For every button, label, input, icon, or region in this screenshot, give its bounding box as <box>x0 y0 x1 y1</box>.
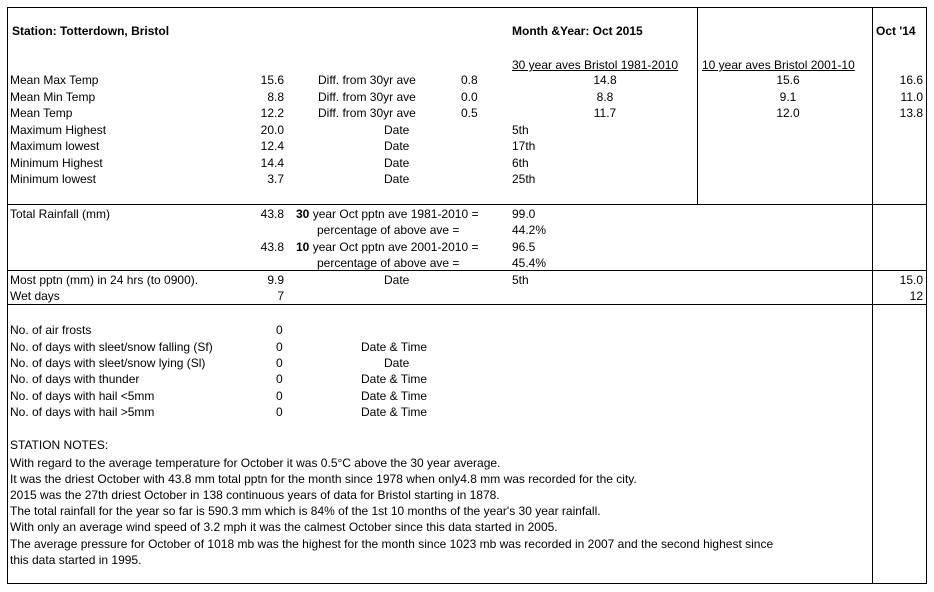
rainfall-ave30-label <box>296 207 478 221</box>
note-line: The total rainfall for the year so far is 590.3 mm which is 84% of the 1st 10 months of the year's 30 year rainfall. <box>10 504 601 518</box>
ave10-value: 15.6 <box>776 73 800 87</box>
prev-value: 13.8 <box>899 106 923 120</box>
count-value: 0 <box>276 356 283 370</box>
count-extra: Date <box>384 356 410 370</box>
border-top <box>7 7 927 8</box>
extreme-value: 12.4 <box>260 139 284 153</box>
prev-year-title: Oct '14 <box>876 24 916 38</box>
rainfall-pct-label-2: percentage of above ave = <box>317 256 460 270</box>
most-pptn-date: 5th <box>512 273 529 287</box>
count-label: No. of days with sleet/snow lying (Sl) <box>10 356 206 370</box>
note-line: It was the driest October with 43.8 mm total pptn for the month since 1978 when only4.8 mm was recorded for the city. <box>10 472 637 486</box>
extreme-date: 6th <box>512 156 529 170</box>
rainfall-pct-value-1: 44.2% <box>512 223 547 237</box>
extreme-date-label: Date <box>384 139 410 153</box>
extreme-label: Minimum lowest <box>10 172 97 186</box>
divider-col-2 <box>872 7 873 584</box>
ave-1981-header: 30 year aves Bristol 1981-2010 <box>512 58 679 72</box>
count-extra: Date & Time <box>361 340 428 354</box>
temp-value: 8.8 <box>267 90 284 104</box>
ave30-value: 8.8 <box>596 90 614 104</box>
extreme-date-label: Date <box>384 172 410 186</box>
rainfall-ave10-bold: 10 <box>296 240 310 254</box>
extreme-value: 14.4 <box>260 156 284 170</box>
diff-value: 0.5 <box>461 106 478 120</box>
extreme-date: 17th <box>512 139 536 153</box>
prev-value: 11.0 <box>900 90 923 104</box>
extreme-date-label: Date <box>384 123 410 137</box>
extreme-label: Minimum Highest <box>10 156 103 170</box>
count-label: No. of days with hail >5mm <box>10 405 155 419</box>
note-line: With regard to the average temperature for October it was 0.5°C above the 30 year average. <box>10 456 501 470</box>
diff-label: Diff. from 30yr ave <box>318 106 416 120</box>
rainfall-ave30-bold: 30 <box>296 207 310 221</box>
temp-value: 12.2 <box>260 106 284 120</box>
extreme-label: Maximum lowest <box>10 139 100 153</box>
most-pptn-prev: 15.0 <box>899 273 923 287</box>
extreme-date-label: Date <box>384 156 410 170</box>
divider-counts <box>7 304 927 305</box>
count-label: No. of days with sleet/snow falling (Sf) <box>10 340 213 354</box>
border-right <box>926 7 927 584</box>
count-extra: Date & Time <box>361 372 428 386</box>
diff-value: 0.0 <box>461 90 478 104</box>
count-label: No. of days with hail <5mm <box>10 389 155 403</box>
month-year-title: Month &Year: Oct 2015 <box>512 24 643 38</box>
rainfall-value-2: 43.8 <box>260 240 284 254</box>
rainfall-ave30-text: year Oct pptn ave 1981-2010 = <box>309 207 479 221</box>
count-label: No. of air frosts <box>10 323 92 337</box>
note-line: The average pressure for October of 1018 mb was the highest for the month since 1023 mb was recorded in 2007 and the second highest since <box>10 537 774 551</box>
rainfall-ave10-label <box>296 240 478 254</box>
most-pptn-label: Most pptn (mm) in 24 hrs (to 0900). <box>10 273 199 287</box>
rainfall-ave10-value: 96.5 <box>512 240 536 254</box>
divider-rainfall <box>7 204 927 205</box>
count-value: 0 <box>276 372 283 386</box>
count-extra: Date & Time <box>361 389 428 403</box>
diff-label: Diff. from 30yr ave <box>318 73 416 87</box>
border-left <box>7 7 8 584</box>
diff-value: 0.8 <box>461 73 478 87</box>
diff-label: Diff. from 30yr ave <box>318 90 416 104</box>
extreme-value: 3.7 <box>267 172 284 186</box>
rainfall-label: Total Rainfall (mm) <box>10 207 111 221</box>
extreme-date: 25th <box>512 172 536 186</box>
wet-days-value: 7 <box>277 289 284 303</box>
count-value: 0 <box>276 340 283 354</box>
station-title: Station: Totterdown, Bristol <box>12 24 170 38</box>
extreme-label: Maximum Highest <box>10 123 107 137</box>
rainfall-pct-label-1: percentage of above ave = <box>317 223 460 237</box>
count-value: 0 <box>276 405 283 419</box>
temp-label: Mean Temp <box>10 106 73 120</box>
count-extra: Date & Time <box>361 405 428 419</box>
ave30-value: 11.7 <box>593 106 617 120</box>
count-value: 0 <box>276 323 283 337</box>
temp-value: 15.6 <box>260 73 284 87</box>
divider-pptn <box>7 270 927 271</box>
note-line: this data started in 1995. <box>10 553 142 567</box>
ave10-value: 9.1 <box>779 90 797 104</box>
border-bottom <box>7 583 927 584</box>
prev-value: 16.6 <box>899 73 923 87</box>
most-pptn-date-label: Date <box>384 273 410 287</box>
extreme-date: 5th <box>512 123 529 137</box>
count-label: No. of days with thunder <box>10 372 140 386</box>
most-pptn-value: 9.9 <box>267 273 284 287</box>
rainfall-ave10-text: year Oct pptn ave 2001-2010 = <box>309 240 479 254</box>
temp-label: Mean Min Temp <box>10 90 96 104</box>
rainfall-value-1: 43.8 <box>260 207 284 221</box>
ave30-value: 14.8 <box>593 73 617 87</box>
note-line: With only an average wind speed of 3.2 mph it was the calmest October since this data started in 2005. <box>10 520 558 534</box>
rainfall-pct-value-2: 45.4% <box>512 256 547 270</box>
temp-label: Mean Max Temp <box>10 73 99 87</box>
extreme-value: 20.0 <box>260 123 284 137</box>
notes-title: STATION NOTES: <box>10 438 109 452</box>
note-line: 2015 was the 27th driest October in 138 continuous years of data for Bristol starting in 1878. <box>10 488 500 502</box>
wet-days-label: Wet days <box>10 289 60 303</box>
ave-2001-header: 10 year aves Bristol 2001-10 <box>702 58 855 72</box>
wet-days-prev: 12 <box>909 289 923 303</box>
ave10-value: 12.0 <box>776 106 800 120</box>
count-value: 0 <box>276 389 283 403</box>
rainfall-ave30-value: 99.0 <box>512 207 536 221</box>
divider-col-1 <box>697 7 698 204</box>
